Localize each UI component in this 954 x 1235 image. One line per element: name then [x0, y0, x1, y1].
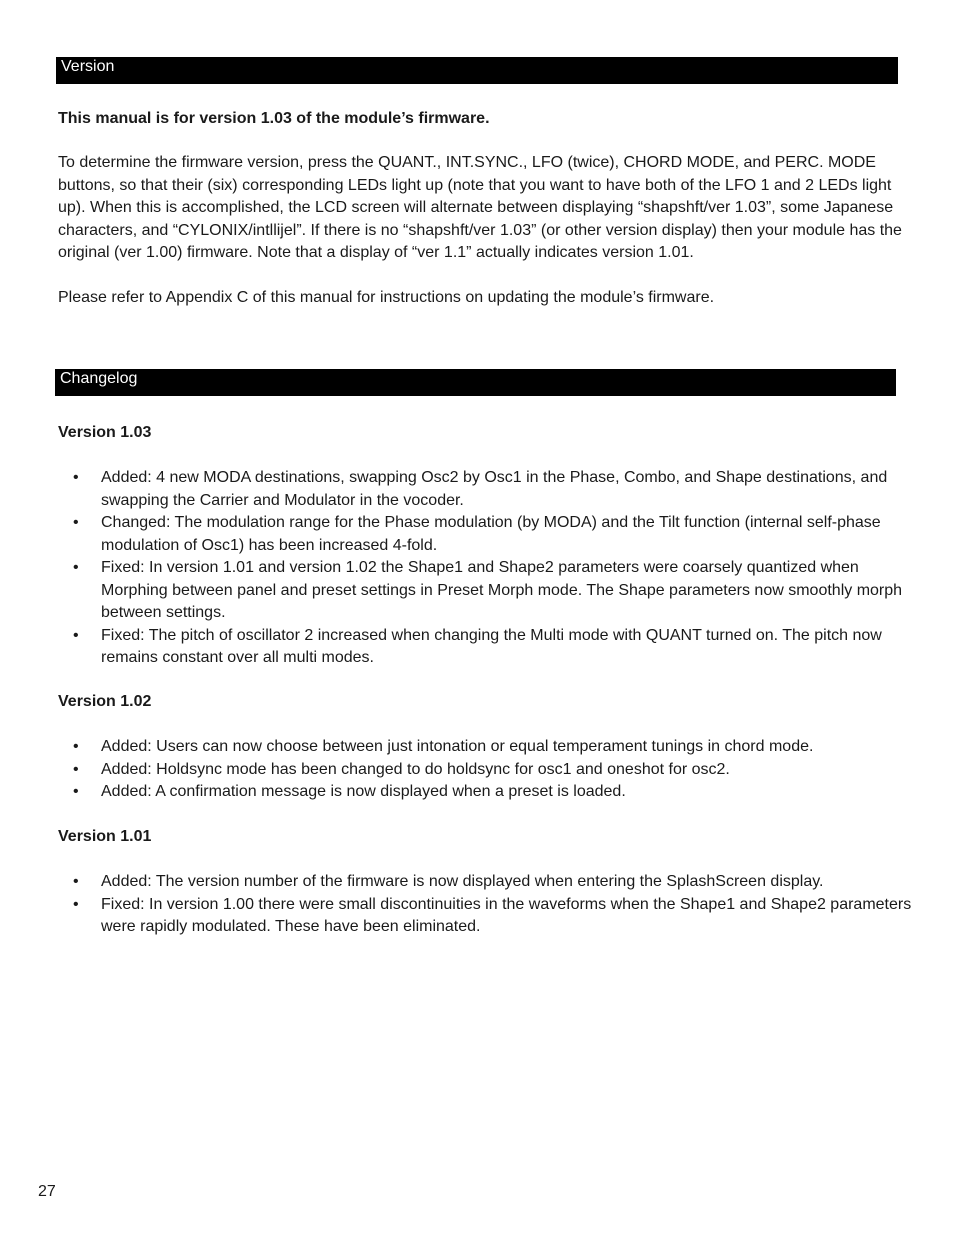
- bullet-icon: •: [73, 895, 79, 913]
- changelog-item-text: Changed: The modulation range for the Phase modulation (by MODA) and the Tilt function (internal self-phase modulation of Osc1) has been increased 4-fold.: [101, 514, 881, 554]
- changelog-version-heading: Version 1.01: [58, 828, 152, 845]
- changelog-list: [58, 736, 913, 804]
- changelog-item-text: Fixed: In version 1.00 there were small discontinuities in the waveforms when the Shape1 and Shape2 parameters were rapidly modulated. These have been eliminated.: [101, 895, 912, 935]
- bullet-icon: •: [73, 873, 79, 890]
- changelog-item: [58, 467, 913, 512]
- page-number: 27: [38, 1183, 56, 1200]
- changelog-item-text: Added: A confirmation message is now displayed when a preset is loaded.: [101, 783, 626, 800]
- changelog-list: [58, 871, 913, 939]
- changelog-item: [58, 781, 913, 804]
- changelog-item: [58, 625, 913, 670]
- changelog-item-text: Fixed: The pitch of oscillator 2 increased when changing the Multi mode with QUANT turned on. The pitch now remains constant over all multi modes.: [101, 626, 882, 666]
- changelog-item-text: Added: Users can now choose between just intonation or equal temperament tunings in chord mode.: [101, 738, 814, 755]
- changelog-item: [58, 512, 913, 557]
- bullet-icon: •: [73, 738, 79, 755]
- version-section-title: Version: [61, 58, 115, 75]
- changelog-section-title: Changelog: [60, 370, 138, 387]
- changelog-item-text: Added: Holdsync mode has been changed to do holdsync for osc1 and oneshot for osc2.: [101, 760, 730, 778]
- changelog-section-header: [55, 369, 896, 396]
- version-refer-paragraph: Please refer to Appendix C of this manual for instructions on updating the module’s firmware.: [58, 289, 715, 306]
- bullet-icon: •: [73, 514, 79, 531]
- version-intro: This manual is for version 1.03 of the module’s firmware.: [58, 110, 490, 127]
- changelog-item: [58, 871, 913, 894]
- changelog-list: [58, 467, 913, 670]
- bullet-icon: •: [73, 626, 79, 644]
- changelog-item: [58, 759, 913, 782]
- changelog-version-heading: Version 1.03: [58, 424, 152, 441]
- bullet-icon: •: [73, 760, 79, 778]
- bullet-icon: •: [73, 783, 79, 800]
- changelog-item-text: Added: 4 new MODA destinations, swapping Osc2 by Osc1 in the Phase, Combo, and Shape destinations, and swapping the Carrier and Modulator in the vocoder.: [101, 469, 888, 509]
- changelog-item-text: Fixed: In version 1.01 and version 1.02 the Shape1 and Shape2 parameters were coarsely quantized when Morphing between panel and preset settings in Preset Morph mode. The Shape parameters now smoothly morph between settings.: [101, 559, 903, 621]
- version-section-header: [56, 57, 898, 84]
- version-determine-paragraph: To determine the firmware version, press the QUANT., INT.SYNC., LFO (twice), CHORD MODE, and PERC. MODE buttons, so that their (six) corresponding LEDs light up (note that you want to have both of the LFO 1 and 2 LEDs light up). When this is accomplished, the LCD screen will alternate between displaying “shapshft/ver 1.03”, some Japanese characters, and “CYLONIX/intllijel”. If there is no “shapshft/ver 1.03” (or other version display) then your module has the original (ver 1.00) firmware. Note that a display of “ver 1.1” actually indicates version 1.01.: [58, 154, 902, 261]
- bullet-icon: •: [73, 469, 79, 486]
- changelog-version-heading: Version 1.02: [58, 693, 152, 710]
- changelog-item: [58, 894, 913, 939]
- changelog-item-text: Added: The version number of the firmware is now displayed when entering the SplashScreen display.: [101, 873, 824, 890]
- changelog-item: [58, 557, 913, 625]
- bullet-icon: •: [73, 559, 79, 576]
- changelog-item: [58, 736, 913, 759]
